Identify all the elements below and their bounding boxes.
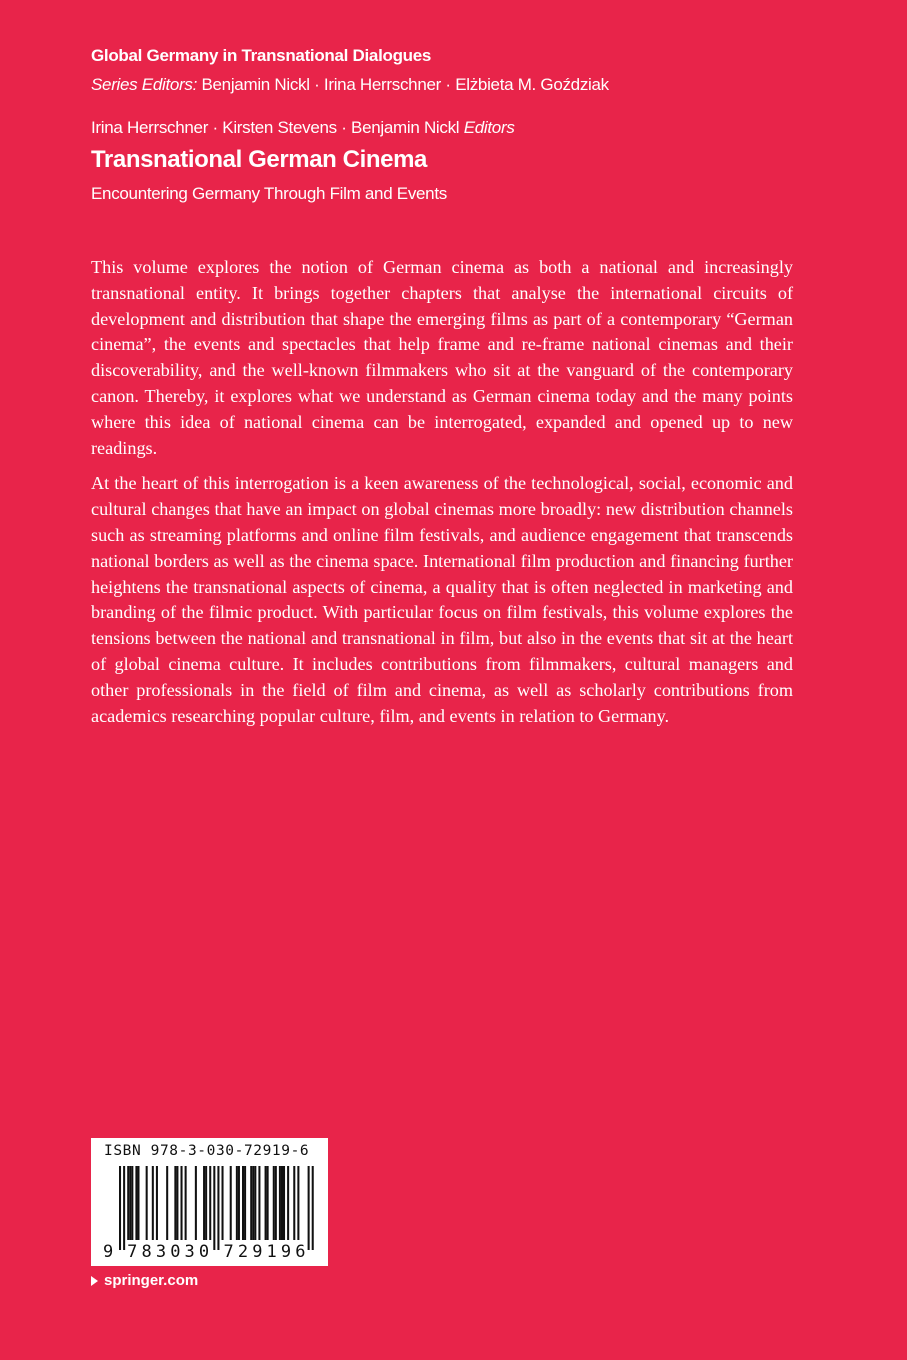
barcode-bar <box>265 1166 267 1240</box>
ean-digit: 7 <box>223 1242 234 1262</box>
ean-digit: 3 <box>184 1242 195 1262</box>
book-subtitle: Encountering Germany Through Film and Events <box>91 184 447 203</box>
publisher-url: springer.com <box>104 1272 199 1289</box>
barcode-bar <box>238 1166 240 1240</box>
barcode-bar <box>283 1166 285 1240</box>
barcode-bar <box>203 1166 205 1240</box>
barcode-bar <box>176 1166 178 1240</box>
isbn-barcode <box>91 1138 328 1266</box>
barcode-bar <box>181 1166 183 1240</box>
barcode-bar <box>213 1166 215 1250</box>
barcode-bar <box>287 1166 289 1240</box>
barcode-bar <box>205 1166 207 1240</box>
book-editors <box>91 118 515 138</box>
arrow-right-icon <box>91 1276 98 1286</box>
ean-digit: 9 <box>103 1242 114 1262</box>
barcode-bar <box>281 1166 283 1240</box>
blurb <box>91 255 793 739</box>
barcode-bar <box>267 1166 269 1240</box>
book-editors-names: Irina Herrschner · Kirsten Stevens · Benjamin Nickl <box>91 118 460 137</box>
barcode-bar <box>152 1166 154 1240</box>
barcode-bar <box>236 1166 238 1240</box>
barcode-bar <box>308 1166 310 1250</box>
barcode-bar <box>250 1166 252 1240</box>
ean-digit: 6 <box>295 1242 306 1262</box>
barcode-bar <box>222 1166 224 1240</box>
publisher-link[interactable] <box>91 1272 198 1289</box>
barcode-bar <box>195 1166 197 1240</box>
barcode-bar <box>135 1166 137 1240</box>
ean-digit: 7 <box>127 1242 138 1262</box>
ean-digit: 9 <box>252 1242 263 1262</box>
ean-digit: 0 <box>170 1242 181 1262</box>
barcode-bar <box>254 1166 256 1240</box>
barcode-bar <box>129 1166 131 1240</box>
barcode-bar <box>242 1166 244 1240</box>
barcode-bar <box>137 1166 139 1240</box>
series-editors <box>91 75 609 95</box>
ean-digits <box>91 1242 328 1264</box>
series-title: Global Germany in Transnational Dialogues <box>91 46 432 65</box>
ean-digit: 8 <box>141 1242 152 1262</box>
barcode-bar <box>217 1166 219 1250</box>
series-editors-names: Benjamin Nickl · Irina Herrschner · Elżbieta M. Goździak <box>201 75 609 94</box>
series-editors-label: Series Editors: <box>91 75 198 94</box>
ean-digit: 1 <box>266 1242 277 1262</box>
blurb-paragraph-2: At the heart of this interrogation is a keen awareness of the technological, social, economic and cultural changes that have an impact on global cinemas more broadly: new distribution channels such as streaming platforms and online film festivals, and audience engagement that transcends national borders as well as the cinema space. International film production and financing further heightens the transnational aspects of cinema, a quality that is often neglected in marketing and branding of the filmic product. With particular focus on film festivals, this volume explores the tensions between the national and transnational in film, but also in the events that sit at the heart of global cinema culture. It includes contributions from filmmakers, cultural managers and other professionals in the field of film and cinema, as well as scholarly contributions from academics researching popular culture, film, and events in relation to Germany. <box>91 473 793 726</box>
barcode-bar <box>185 1166 187 1240</box>
barcode-bar <box>252 1166 254 1240</box>
barcode-bar <box>293 1166 295 1240</box>
barcode-bar <box>123 1166 125 1250</box>
ean-digit: 9 <box>280 1242 292 1262</box>
barcode-bar <box>174 1166 176 1240</box>
barcode-bar <box>258 1166 260 1240</box>
barcode-bar <box>244 1166 246 1240</box>
barcode-bar <box>156 1166 158 1240</box>
barcode-bar <box>119 1166 121 1250</box>
ean-digit: 2 <box>237 1242 249 1262</box>
barcode-bar <box>166 1166 168 1240</box>
book-editors-label: Editors <box>463 118 515 137</box>
ean-digit: 0 <box>198 1242 210 1262</box>
barcode-bar <box>279 1166 281 1240</box>
barcode-bar <box>230 1166 232 1240</box>
barcode-bar <box>297 1166 299 1240</box>
book-title: Transnational German Cinema <box>91 146 427 173</box>
barcode-bar <box>312 1166 314 1250</box>
barcode-bar <box>273 1166 275 1240</box>
barcode-bar <box>146 1166 148 1240</box>
barcode-bar <box>131 1166 133 1240</box>
isbn-label: ISBN 978-3-030-72919-6 <box>104 1143 310 1159</box>
barcode-bar <box>209 1166 211 1240</box>
ean-digit: 3 <box>155 1242 167 1262</box>
barcode-bar <box>275 1166 277 1240</box>
barcode-bar <box>127 1166 129 1240</box>
blurb-paragraph-1: This volume explores the notion of German cinema as both a national and increasingly transnational entity. It brings together chapters that analyse the international circuits of development and distribution that shape the emerging films as part of a contemporary “German cinema”, the events and spectacles that help frame and re-frame national cinemas and their discoverability, and the well-known filmmakers who sit at the vanguard of the contemporary canon. Thereby, it explores what we understand as German cinema today and the many points where this idea of national cinema can be interrogated, expanded and opened up to new readings. <box>91 257 793 458</box>
